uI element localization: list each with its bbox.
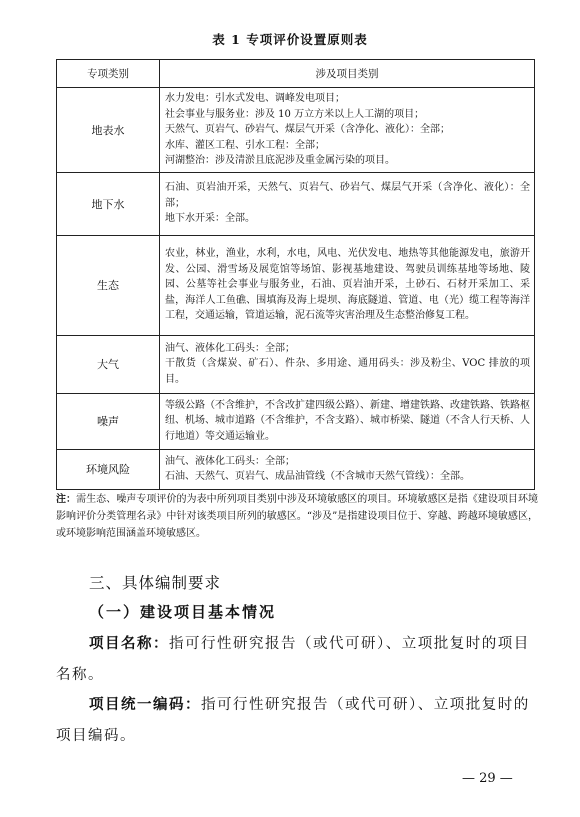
table-row [57, 335, 535, 393]
note-text: 需生态、噪声专项评价的为表中所列项目类别中涉及环境敏感区的项目。环境敏感区是指《建设项目环境影响评价分类管理名录》中针对该类项目所列的敏感区。“涉及”是指建设项目位于、穿越、跨越环境敏感区，或环境影响范围涵盖环境敏感区。 [56, 494, 539, 539]
content-line: 石油、页岩油开采，天然气、页岩气、砂岩气、煤层气开采（含净化、液化）：全部； [165, 182, 530, 209]
section-heading: 三、具体编制要求 [89, 574, 222, 592]
special-assessment-table [56, 59, 535, 490]
paragraph-text: 指可行性研究报告（或代可研）、立项批复时的项目名称。 [56, 636, 530, 683]
row-content [160, 235, 535, 335]
table-note [56, 491, 538, 542]
table-row [57, 235, 535, 335]
row-category: 噪声 [57, 393, 160, 449]
row-category: 地下水 [57, 172, 160, 235]
content-line: 等级公路（不含维护，不含改扩建四级公路）、新建、增建铁路、改建铁路、铁路枢纽、机场、城市道路（不含维护，不含支路）、城市桥梁、隧道（不含人行天桥、人行地道）等交通运输业。 [165, 399, 530, 442]
content-line: 地下水开采：全部。 [165, 213, 255, 225]
content-line: 油气、液体化工码头：全部； [165, 342, 295, 354]
paragraph-term: 项目统一编码： [89, 697, 201, 713]
row-content [160, 449, 535, 489]
content-line: 农业，林业，渔业，水利，水电，风电、光伏发电、地热等其他能源发电，旅游开发、公园、滑雪场及展览馆等场馆、影视基地建设、驾驶员训练基地等场地、陵园、公墓等社会事业与服务业，石油、页岩油开采，土砂石、石材开采加工、采盐，海洋人工鱼礁、围填海及海上堤坝、海底隧道、管道、电（光）缆工程等海洋工程，交通运输，管道运输，泥石流等灾害治理及生态整治修复工程。 [165, 248, 530, 322]
table-row [57, 172, 535, 235]
paragraph-project-code [56, 690, 534, 752]
content-line: 水库、灌区工程、引水工程：全部； [165, 139, 325, 151]
table-header-row [57, 60, 535, 88]
subsection-heading: （一）建设项目基本情况 [89, 603, 277, 621]
paragraph-project-name [56, 629, 534, 691]
paragraph-text: 指可行性研究报告（或代可研）、立项批复时的项目编码。 [56, 697, 530, 744]
content-line: 油气、液体化工码头：全部； [165, 455, 295, 467]
row-category: 环境风险 [57, 449, 160, 489]
table-row [57, 449, 535, 489]
row-content [160, 88, 535, 173]
row-category: 地表水 [57, 88, 160, 173]
table-row [57, 393, 535, 449]
paragraph-term: 项目名称： [89, 636, 169, 652]
row-content [160, 172, 535, 235]
row-category: 大气 [57, 335, 160, 393]
header-project-types: 涉及项目类别 [160, 60, 535, 88]
content-line: 天然气、页岩气、砂岩气、煤层气开采（含净化、液化）：全部； [165, 124, 450, 135]
header-category: 专项类别 [57, 60, 160, 88]
note-label: 注： [56, 494, 77, 505]
page-number: — 29 — [462, 771, 513, 786]
row-category: 生态 [57, 235, 160, 335]
content-line: 水力发电：引水式发电、调峰发电项目； [165, 93, 345, 104]
content-line: 石油、天然气、页岩气、成品油管线（不含城市天然气管线）：全部。 [165, 471, 470, 482]
table-caption: 表 1 专项评价设置原则表 [212, 32, 368, 47]
row-content [160, 393, 535, 449]
row-content [160, 335, 535, 393]
table-row [57, 88, 535, 173]
content-line: 社会事业与服务业：涉及 10 万立方米以上人工湖的项目； [165, 108, 425, 120]
content-line: 河湖整治：涉及清淤且底泥涉及重金属污染的项目。 [165, 155, 395, 166]
content-line: 干散货（含煤炭、矿石）、件杂、多用途、通用码头：涉及粉尘、VOC 排放的项目。 [165, 358, 530, 385]
